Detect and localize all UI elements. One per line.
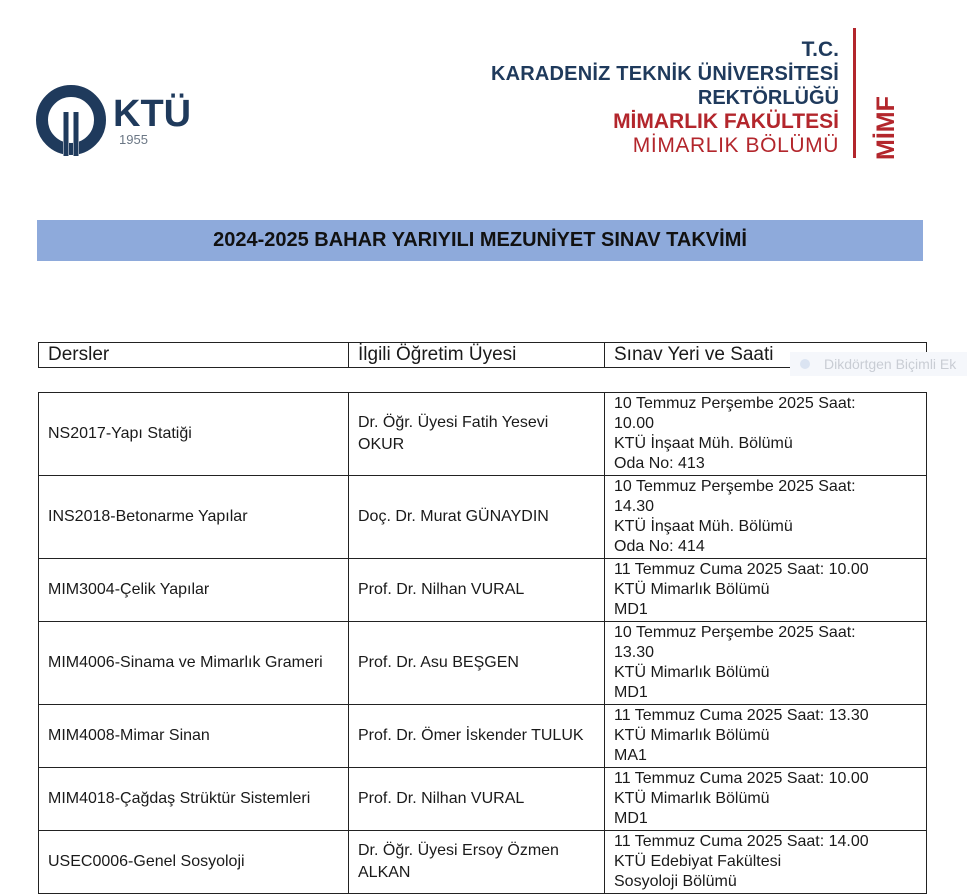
ktu-emblem-icon bbox=[42, 91, 100, 158]
exam-line: KTÜ İnşaat Müh. Bölümü bbox=[614, 435, 793, 452]
table-row bbox=[39, 476, 927, 559]
exam-schedule-table bbox=[38, 392, 927, 894]
course-cell: MIM4008-Mimar Sinan bbox=[39, 705, 349, 768]
header-department: MİMARLIK BÖLÜMÜ bbox=[632, 134, 839, 157]
exam-line: KTÜ İnşaat Müh. Bölümü bbox=[614, 518, 793, 535]
exam-line: KTÜ Mimarlık Bölümü bbox=[614, 581, 770, 598]
exam-line: 14.30 bbox=[614, 498, 655, 515]
instructor-cell: Prof. Dr. Ömer İskender TULUK bbox=[349, 705, 605, 768]
instructor-cell: Prof. Dr. Nilhan VURAL bbox=[349, 768, 605, 831]
header-faculty: MİMARLIK FAKÜLTESİ bbox=[613, 110, 839, 133]
exam-line: 10 Temmuz Perşembe 2025 Saat: bbox=[614, 624, 856, 641]
exam-line: 11 Temmuz Cuma 2025 Saat: 13.30 bbox=[614, 707, 869, 724]
title-bar bbox=[37, 220, 923, 261]
exam-cell bbox=[605, 622, 927, 705]
exam-line: 10 Temmuz Perşembe 2025 Saat: bbox=[614, 395, 856, 412]
mimf-badge bbox=[858, 72, 906, 172]
header-exam-place-time: Sınav Yeri ve Saati bbox=[614, 344, 774, 365]
exam-line: KTÜ Mimarlık Bölümü bbox=[614, 727, 770, 744]
course-cell: MIM4006-Sinama ve Mimarlık Grameri bbox=[39, 622, 349, 705]
table-row bbox=[39, 559, 927, 622]
course-cell: INS2018-Betonarme Yapılar bbox=[39, 476, 349, 559]
header-rectorate: REKTÖRLÜĞÜ bbox=[697, 87, 839, 109]
exam-line: 13.30 bbox=[614, 644, 655, 661]
instructor-cell: Prof. Dr. Nilhan VURAL bbox=[349, 559, 605, 622]
table-row bbox=[39, 705, 927, 768]
exam-cell bbox=[605, 768, 927, 831]
course-cell: NS2017-Yapı Statiği bbox=[39, 393, 349, 476]
course-cell: MIM3004-Çelik Yapılar bbox=[39, 559, 349, 622]
instructor-cell: Dr. Öğr. Üyesi Fatih Yesevi OKUR bbox=[349, 393, 605, 476]
instructor-cell: Prof. Dr. Asu BEŞGEN bbox=[349, 622, 605, 705]
exam-line: 11 Temmuz Cuma 2025 Saat: 14.00 bbox=[614, 833, 869, 850]
ktu-logo bbox=[35, 82, 215, 162]
page-title: 2024-2025 BAHAR YARIYILI MEZUNİYET SINAV TAKVİMİ bbox=[213, 229, 747, 251]
header-courses: Dersler bbox=[39, 343, 349, 367]
header-divider bbox=[853, 28, 856, 158]
mimf-text: MİMF bbox=[872, 96, 900, 160]
institution-header bbox=[491, 38, 839, 158]
exam-line: MD1 bbox=[614, 684, 648, 701]
exam-line: 11 Temmuz Cuma 2025 Saat: 10.00 bbox=[614, 770, 869, 787]
exam-cell bbox=[605, 831, 927, 894]
exam-line: MA1 bbox=[614, 747, 647, 764]
exam-line: MD1 bbox=[614, 810, 648, 827]
exam-line: Oda No: 413 bbox=[614, 455, 705, 472]
table-row bbox=[39, 393, 927, 476]
table-row bbox=[39, 768, 927, 831]
table-row bbox=[39, 831, 927, 894]
exam-cell bbox=[605, 705, 927, 768]
instructor-cell: Doç. Dr. Murat GÜNAYDIN bbox=[349, 476, 605, 559]
header-university: KARADENİZ TEKNİK ÜNİVERSİTESİ bbox=[490, 63, 839, 85]
exam-line: KTÜ Edebiyat Fakültesi bbox=[614, 853, 782, 870]
exam-cell bbox=[605, 476, 927, 559]
exam-line: KTÜ Mimarlık Bölümü bbox=[614, 664, 770, 681]
exam-line: MD1 bbox=[614, 601, 648, 618]
course-cell: USEC0006-Genel Sosyoloji bbox=[39, 831, 349, 894]
course-cell: MIM4018-Çağdaş Strüktür Sistemleri bbox=[39, 768, 349, 831]
instructor-cell: Dr. Öğr. Üyesi Ersoy Özmen ALKAN bbox=[349, 831, 605, 894]
exam-line: 10.00 bbox=[614, 415, 655, 432]
header-tc: T.C. bbox=[801, 38, 839, 61]
exam-line: 10 Temmuz Perşembe 2025 Saat: bbox=[614, 478, 856, 495]
header-instructor: İlgili Öğretim Üyesi bbox=[349, 343, 605, 367]
table-row bbox=[39, 622, 927, 705]
exam-line: 11 Temmuz Cuma 2025 Saat: 10.00 bbox=[614, 561, 869, 578]
shape-tooltip-overlay: Dikdörtgen Biçimli Ek bbox=[790, 352, 967, 376]
logo-text: KTÜ bbox=[113, 93, 192, 135]
exam-cell bbox=[605, 559, 927, 622]
exam-line: KTÜ Mimarlık Bölümü bbox=[614, 790, 770, 807]
exam-line: Sosyoloji Bölümü bbox=[614, 873, 737, 890]
exam-cell bbox=[605, 393, 927, 476]
exam-line: Oda No: 414 bbox=[614, 538, 705, 555]
logo-year: 1955 bbox=[119, 132, 148, 147]
